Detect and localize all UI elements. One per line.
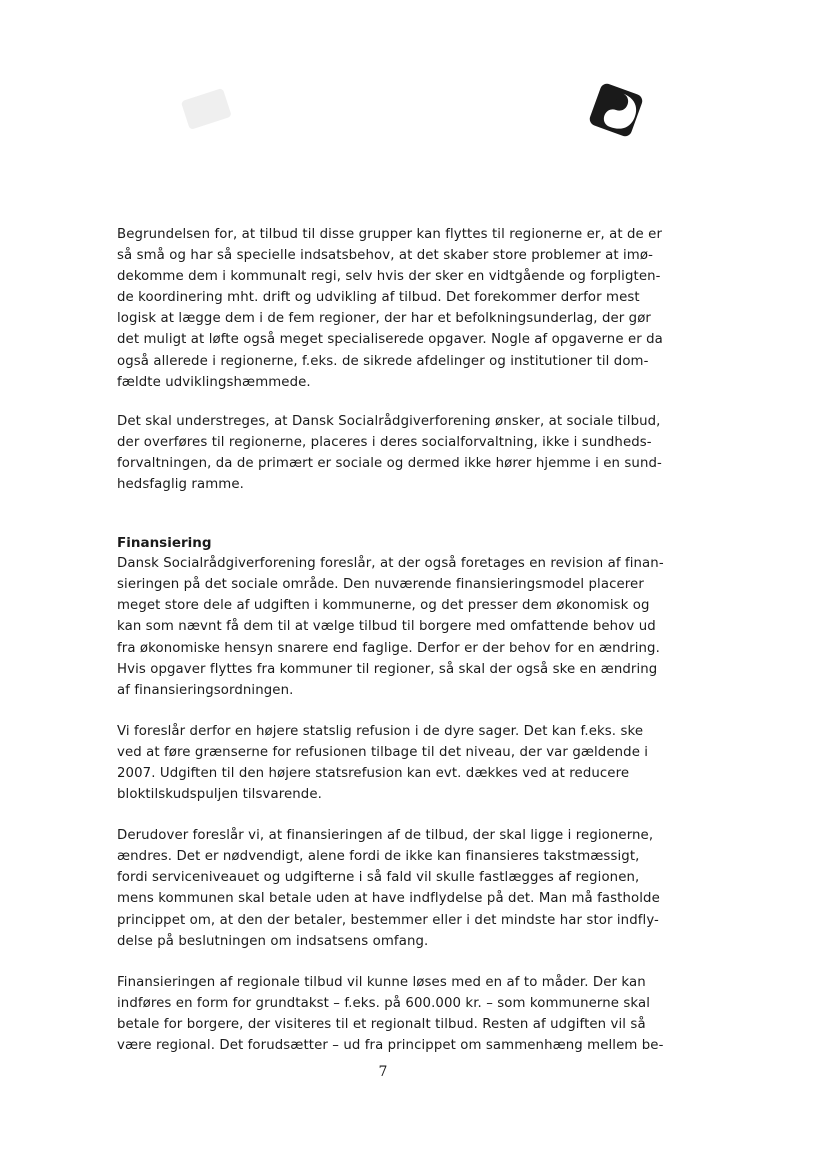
text-line: fra økonomiske hensyn snarere end faglige. Derfor er der behov for en ændring. bbox=[117, 640, 660, 656]
paragraph-regional-financing bbox=[117, 825, 660, 952]
text-line: dekomme dem i kommunalt regi, selv hvis der sker en vidtgående og forpligten- bbox=[117, 269, 661, 285]
text-line: Begrundelsen for, at tilbud til disse grupper kan flyttes til regionerne er, at de er bbox=[117, 227, 663, 242]
text-line: være regional. Det forudsætter – ud fra princippet om sammenhæng mellem be- bbox=[117, 1038, 664, 1053]
text-line: Det skal understreges, at Dansk Socialrådgiverforening ønsker, at sociale tilbud, bbox=[117, 413, 661, 429]
text-line: så små og har så specielle indsatsbehov, at det skaber store problemer at imø- bbox=[117, 248, 653, 264]
paragraph-state-refund bbox=[117, 721, 657, 805]
text-line: også allerede i regionerne, f.eks. de sikrede afdelinger og institutioner til dom- bbox=[117, 353, 649, 369]
text-line: Dansk Socialrådgiverforening foreslår, at der også foretages en revision af finan- bbox=[117, 556, 664, 572]
text-line: de koordinering mht. drift og udvikling af tilbud. Det forekommer derfor mest bbox=[117, 290, 640, 306]
paragraph-two-methods bbox=[117, 972, 664, 1056]
text-line: fordi serviceniveauet og udgifterne i så fald vil skulle fastlægges af regionen, bbox=[117, 870, 640, 886]
text-line: Hvis opgaver flyttes fra kommuner til regioner, så skal der også ske en ændring bbox=[117, 661, 658, 677]
text-line: indføres en form for grundtakst – f.eks. på 600.000 kr. – som kommunerne skal bbox=[117, 995, 651, 1011]
text-line: ved at føre grænserne for refusionen tilbage til det niveau, der var gældende i bbox=[117, 744, 649, 760]
text-line: betale for borgere, der visiteres til et regionalt tilbud. Resten af udgiften vil så bbox=[117, 1016, 646, 1032]
text-line: Derudover foreslår vi, at finansieringen af de tilbud, der skal ligge i regionerne, bbox=[117, 828, 654, 844]
paragraph-financing-revision bbox=[117, 553, 664, 701]
organization-logo-icon bbox=[586, 80, 646, 140]
text-line: bloktilskudspuljen tilsvarende. bbox=[117, 787, 322, 803]
document-body bbox=[117, 224, 664, 1056]
text-line: ændres. Det er nødvendigt, alene fordi de ikke kan finansieres takstmæssigt, bbox=[117, 849, 640, 865]
text-line: der overføres til regionerne, placeres i deres socialforvaltning, ikke i sundheds- bbox=[117, 434, 652, 450]
text-line: 2007. Udgiften til den højere statsrefusion kan evt. dækkes ved at reducere bbox=[117, 765, 630, 781]
text-line: logisk at lægge dem i de fem regioner, der har et befolkningsunderlag, der gør bbox=[117, 311, 651, 327]
section-heading: Finansiering bbox=[117, 535, 212, 552]
paragraph-regional-rationale bbox=[117, 224, 663, 393]
text-line: forvaltningen, da de primært er sociale og dermed ikke hører hjemme i en sund- bbox=[117, 455, 662, 471]
text-line: det muligt at løfte også meget specialiserede opgaver. Nogle af opgaverne er da bbox=[117, 332, 663, 348]
text-line: delse på beslutningen om indsatsens omfang. bbox=[117, 933, 429, 949]
text-line: meget store dele af udgiften i kommunerne, og det presser dem økonomisk og bbox=[117, 598, 650, 614]
text-line: kan som nævnt få dem til at vælge tilbud til borgere med omfattende behov ud bbox=[117, 619, 656, 635]
watermark-icon bbox=[178, 86, 238, 130]
paragraph-social-administration bbox=[117, 411, 662, 495]
text-line: af finansieringsordningen. bbox=[117, 682, 294, 698]
text-line: princippet om, at den der betaler, bestemmer eller i det mindste har stor indfly- bbox=[117, 912, 659, 928]
text-line: mens kommunen skal betale uden at have indflydelse på det. Man må fastholde bbox=[117, 891, 660, 907]
text-line: Finansieringen af regionale tilbud vil kunne løses med en af to måder. Der kan bbox=[117, 974, 646, 990]
text-line: sieringen på det sociale område. Den nuværende finansieringsmodel placerer bbox=[117, 577, 644, 593]
text-line: fældte udviklingshæmmede. bbox=[117, 374, 311, 390]
text-line: hedsfaglig ramme. bbox=[117, 477, 244, 493]
page-number: 7 bbox=[378, 1064, 388, 1080]
text-line: Vi foreslår derfor en højere statslig refusion i de dyre sager. Det kan f.eks. ske bbox=[117, 723, 644, 739]
